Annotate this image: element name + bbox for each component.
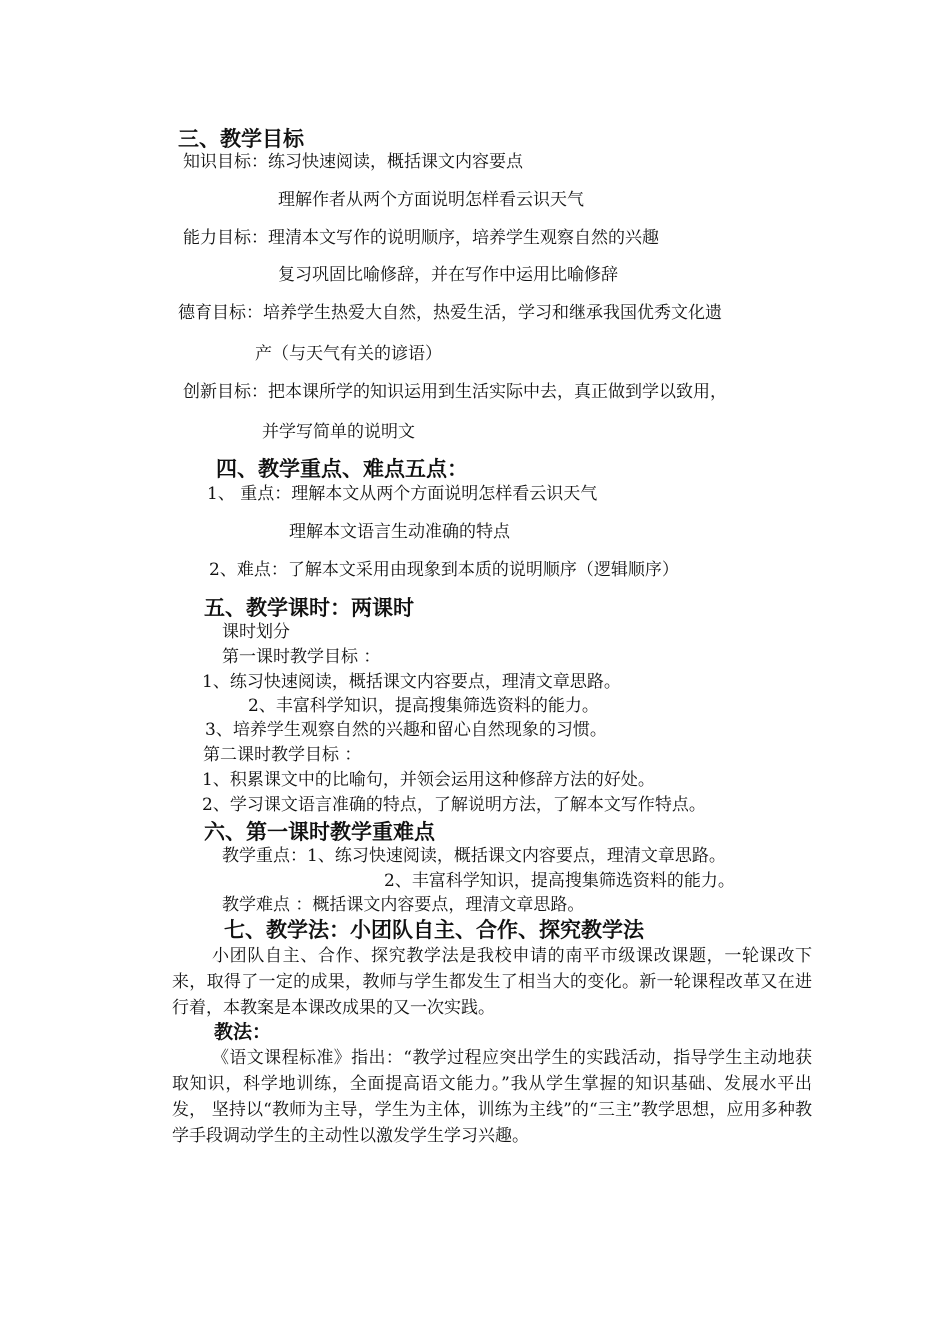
second-period-goals-title: 第二课时教学目标 ： [203, 745, 362, 765]
period-division: 课时划分 [222, 622, 290, 642]
teaching-method-subheading: 教法： [214, 1021, 272, 1043]
focus-line: 教学重点：1、练习快速阅读，概括课文内容要点，理清文章思路。 [222, 846, 726, 866]
key-point-line: 1、 重点：理解本文从两个方面说明怎样看云识天气 [207, 484, 598, 504]
method-paragraph: 小团队自主、合作、探究教学法是我校申请的南平市级课改课题，一轮课改下来，取得了一定的成果，教师与学生都发生了相当大的变化。新一轮课程改革又在进行着，本教案是本课改成果的又一次实践。 [172, 946, 812, 1018]
second-period-goal-1: 1、积累课文中的比喻句，并领会运用这种修辞方法的好处。 [202, 770, 655, 790]
moral-goal-line-2: 产（与天气有关的谚语） [255, 344, 442, 364]
key-point-line-2: 理解本文语言生动准确的特点 [289, 522, 510, 542]
section5-heading: 五、教学课时：两课时 [204, 595, 414, 620]
first-period-goal-1: 1、练习快速阅读，概括课文内容要点，理清文章思路。 [202, 672, 621, 692]
focus-line-2: 2、丰富科学知识，提高搜集筛选资料的能力。 [384, 871, 735, 891]
section6-heading: 六、第一课时教学重难点 [204, 819, 435, 844]
innovation-goal-line-2: 并学写简单的说明文 [262, 422, 415, 442]
second-period-goal-2: 2、学习课文语言准确的特点，了解说明方法，了解本文写作特点。 [202, 795, 706, 815]
first-period-goals-title: 第一课时教学目标 ： [222, 647, 381, 667]
first-period-goal-2: 2、丰富科学知识，提高搜集筛选资料的能力。 [248, 696, 599, 716]
knowledge-goal-line: 知识目标：练习快速阅读，概括课文内容要点 [183, 152, 523, 172]
difficult-point-line: 2、难点：了解本文采用由现象到本质的说明顺序（逻辑顺序） [209, 560, 679, 580]
innovation-goal-line: 创新目标：把本课所学的知识运用到生活实际中去，真正做到学以致用， [183, 382, 727, 402]
first-period-goal-3: 3、培养学生观察自然的兴趣和留心自然现象的习惯。 [205, 720, 607, 740]
ability-goal-line: 能力目标：理清本文写作的说明顺序，培养学生观察自然的兴趣 [183, 228, 659, 248]
section4-heading: 四、教学重点、难点五点： [216, 456, 468, 481]
teaching-method-paragraph: 《语文课程标准》指出：“教学过程应突出学生的实践活动，指导学生主动地获取知识，科学地训练，全面提高语文能力。”我从学生掌握的知识基础、发展水平出发， 坚持以“教师为主导，学生为主体，训练为主线”的“三主”教学思想，应用多种教学手段调动学生的主动性以激发学生学习兴趣。 [172, 1048, 812, 1146]
ability-goal-line-2: 复习巩固比喻修辞，并在写作中运用比喻修辞 [278, 265, 618, 285]
section7-heading: 七、教学法：小团队自主、合作、探究教学法 [224, 917, 644, 942]
section3-heading: 三、教学目标 [178, 126, 304, 151]
knowledge-goal-line-2: 理解作者从两个方面说明怎样看云识天气 [278, 190, 584, 210]
difficulty-line: 教学难点 ：概括课文内容要点，理清文章思路。 [222, 895, 585, 915]
moral-goal-line: 德育目标：培养学生热爱大自然，热爱生活，学习和继承我国优秀文化遗 [178, 303, 722, 323]
